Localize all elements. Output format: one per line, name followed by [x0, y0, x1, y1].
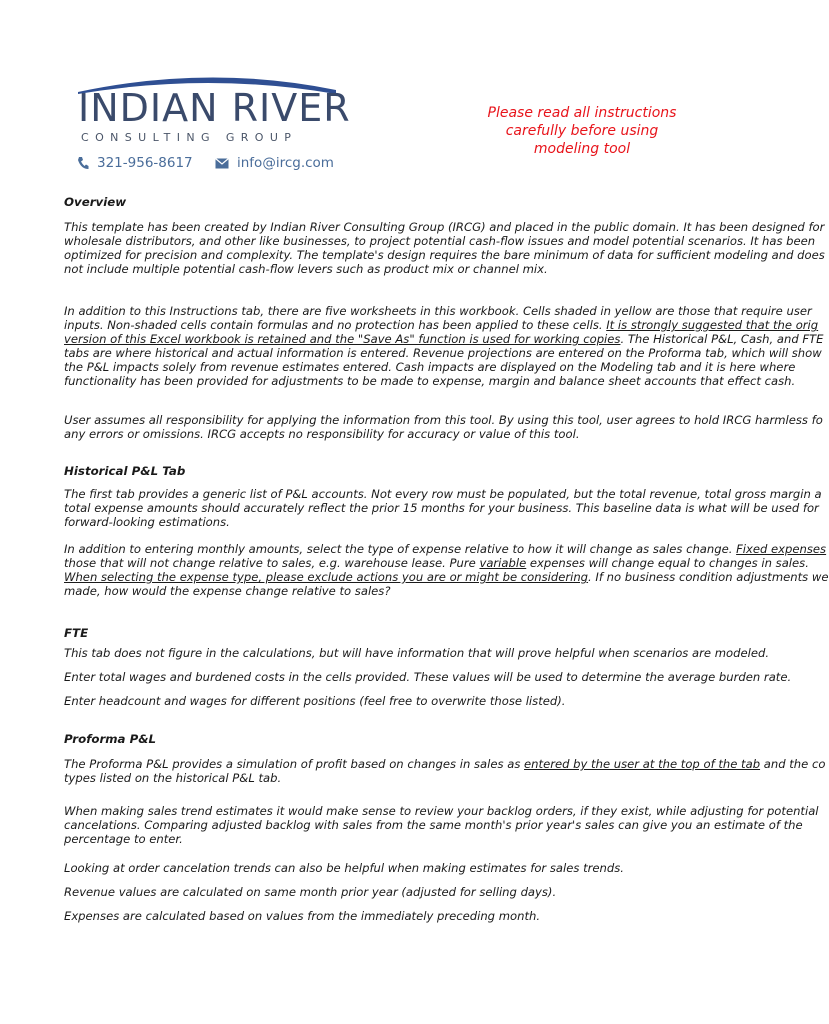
- proforma-heading: Proforma P&L: [64, 732, 157, 746]
- proforma-paragraph-3: Looking at order cancelation trends can also be helpful when making estimates for sales trends.: [64, 861, 624, 875]
- text-line: User assumes all responsibility for applying the information from this tool. By using this tool, user agrees to hold IRCG harmless fo: [64, 413, 823, 427]
- text-line: total expense amounts should accurately reflect the prior 15 months for your business. This baseline data is what will be used for: [64, 501, 819, 515]
- historical-paragraph-1: [64, 487, 822, 529]
- overview-heading: Overview: [64, 195, 127, 209]
- text-line: any errors or omissions. IRCG accepts no responsibility for accuracy or value of this tool.: [64, 427, 580, 441]
- text-line: forward-looking estimations.: [64, 515, 230, 529]
- underlined-text: Fixed expenses: [736, 542, 827, 556]
- text-line: The first tab provides a generic list of P&L accounts. Not every row must be populated, but the total revenue, total gross margin a: [64, 487, 822, 501]
- fte-heading: FTE: [64, 626, 89, 640]
- proforma-paragraph-2: [64, 804, 819, 846]
- text-line: made, how would the expense change relative to sales?: [64, 584, 391, 598]
- text-run: . The Historical P&L, Cash, and FTE: [620, 332, 824, 346]
- text-run: expenses will change equal to changes in sales.: [526, 556, 809, 570]
- logo-company-name: INDIAN RIVER: [78, 86, 351, 130]
- email-address: info@ircg.com: [237, 155, 334, 171]
- text-line: percentage to enter.: [64, 832, 183, 846]
- text-line: [64, 757, 826, 771]
- text-line: the P&L impacts solely from revenue estimates entered. Cash impacts are displayed on the Modeling tab and it is here where: [64, 360, 796, 374]
- text-line: When making sales trend estimates it would make sense to review your backlog orders, if they exist, while adjusting for potential: [64, 804, 819, 818]
- phone-icon: [77, 156, 89, 170]
- proforma-paragraph-5: Expenses are calculated based on values from the immediately preceding month.: [64, 909, 541, 923]
- instructions-notice: [470, 104, 694, 158]
- text-line: [64, 542, 827, 556]
- text-run: inputs. Non-shaded cells contain formulas and no protection has been applied to these cells.: [64, 318, 607, 332]
- fte-paragraph-1: This tab does not figure in the calculations, but will have information that will prove helpful when scenarios are modeled.: [64, 646, 769, 660]
- underlined-text: variable: [479, 556, 527, 570]
- logo-subtitle: CONSULTING GROUP: [81, 131, 298, 144]
- historical-paragraph-2: [64, 542, 829, 598]
- text-line: not include multiple potential cash-flow levers such as product mix or channel mix.: [64, 262, 548, 276]
- logo-phone: [77, 155, 193, 171]
- envelope-icon: [215, 158, 229, 169]
- text-line: In addition to this Instructions tab, there are five worksheets in this workbook. Cells shaded in yellow are those that require user: [64, 304, 812, 318]
- text-run: . If no business condition adjustments we: [588, 570, 829, 584]
- text-line: wholesale distributors, and other like businesses, to project potential cash-flow issues and model potential scenarios. It has been: [64, 234, 816, 248]
- logo-email: [215, 155, 334, 171]
- text-line: This template has been created by Indian River Consulting Group (IRCG) and placed in the public domain. It has been designed for: [64, 220, 825, 234]
- text-line: cancelations. Comparing adjusted backlog with sales from the same month's prior year's sales can give you an estimate of the: [64, 818, 803, 832]
- text-run: those that will not change relative to sales, e.g. warehouse lease. Pure: [64, 556, 480, 570]
- historical-heading: Historical P&L Tab: [64, 464, 186, 478]
- text-line: functionality has been provided for adjustments to be made to expense, margin and balance sheet accounts that effect cash.: [64, 374, 796, 388]
- text-run: In addition to entering monthly amounts, select the type of expense relative to how it will change as sales change.: [64, 542, 737, 556]
- text-line: types listed on the historical P&L tab.: [64, 771, 282, 785]
- text-line: [64, 570, 829, 584]
- fte-paragraph-2: Enter total wages and burdened costs in the cells provided. These values will be used to determine the average burden rate.: [64, 670, 792, 684]
- text-run: The Proforma P&L provides a simulation of profit based on changes in sales as: [64, 757, 525, 771]
- text-run: and the co: [760, 757, 826, 771]
- overview-paragraph-2: [64, 304, 824, 388]
- text-line: tabs are where historical and actual information is entered. Revenue projections are entered on the Proforma tab, which will show: [64, 346, 822, 360]
- notice-line: carefully before using: [505, 123, 659, 139]
- proforma-paragraph-4: Revenue values are calculated on same month prior year (adjusted for selling days).: [64, 885, 557, 899]
- notice-line: Please read all instructions: [487, 105, 677, 121]
- fte-paragraph-3: Enter headcount and wages for different positions (feel free to overwrite those listed).: [64, 694, 566, 708]
- phone-number: 321-956-8617: [97, 155, 193, 171]
- underlined-text: It is strongly suggested that the orig: [606, 318, 819, 332]
- text-line: [64, 332, 824, 346]
- underlined-text: version of this Excel workbook is retained and the "Save As" function is used for working copies: [64, 332, 621, 346]
- overview-paragraph-1: [64, 220, 825, 276]
- text-line: [64, 318, 819, 332]
- underlined-text: When selecting the expense type, please exclude actions you are or might be considering: [64, 570, 589, 584]
- text-line: optimized for precision and complexity. The template's design requires the bare minimum of data for sufficient modeling and does: [64, 248, 825, 262]
- notice-line: modeling tool: [533, 141, 631, 157]
- overview-paragraph-3: [64, 413, 823, 441]
- text-line: [64, 556, 809, 570]
- underlined-text: entered by the user at the top of the tab: [524, 757, 761, 771]
- proforma-paragraph-1: [64, 757, 826, 785]
